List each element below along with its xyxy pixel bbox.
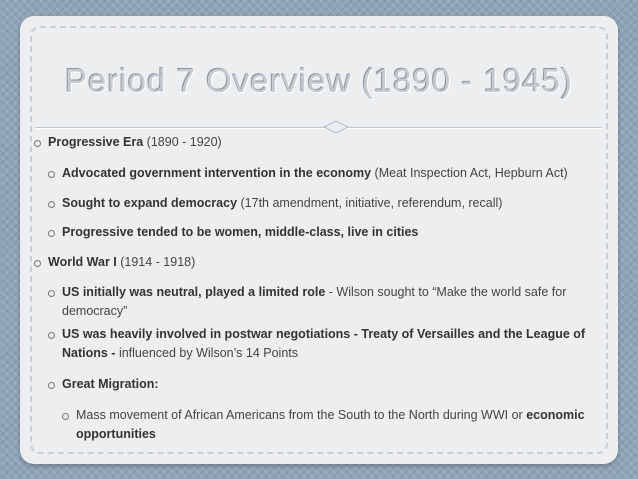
bullet-us-neutral: US initially was neutral, played a limited role - Wilson sought to “Make the world safe for democracy” <box>62 283 608 321</box>
bullet-postwar-negotiations: US was heavily involved in postwar negotiations - Treaty of Versailles and the League of Nations - influenced by Wilson’s 14 Points <box>62 325 608 363</box>
bullet-icon <box>48 290 55 297</box>
bullet-icon <box>34 140 41 147</box>
bullet-icon <box>48 171 55 178</box>
bullet-icon <box>48 332 55 339</box>
bullet-progressive-demographics: Progressive tended to be women, middle-class, live in cities <box>62 223 608 242</box>
bullet-mass-movement: Mass movement of African Americans from the South to the North during WWI or economic opportunities <box>76 406 608 444</box>
slide-title: Period 7 Overview (1890 - 1945) <box>65 62 573 99</box>
bullet-icon <box>48 230 55 237</box>
slide <box>20 16 618 464</box>
bullet-progressive-era: Progressive Era (1890 - 1920) <box>48 133 608 152</box>
bullet-icon <box>48 382 55 389</box>
bullet-list <box>20 16 618 464</box>
bullet-icon <box>62 413 69 420</box>
bullet-world-war-i: World War I (1914 - 1918) <box>48 253 608 272</box>
bullet-great-migration: Great Migration: <box>62 375 608 394</box>
bullet-icon <box>34 260 41 267</box>
bullet-icon <box>48 201 55 208</box>
bullet-expand-democracy: Sought to expand democracy (17th amendment, initiative, referendum, recall) <box>62 194 608 213</box>
bullet-government-intervention: Advocated government intervention in the economy (Meat Inspection Act, Hepburn Act) <box>62 164 608 183</box>
